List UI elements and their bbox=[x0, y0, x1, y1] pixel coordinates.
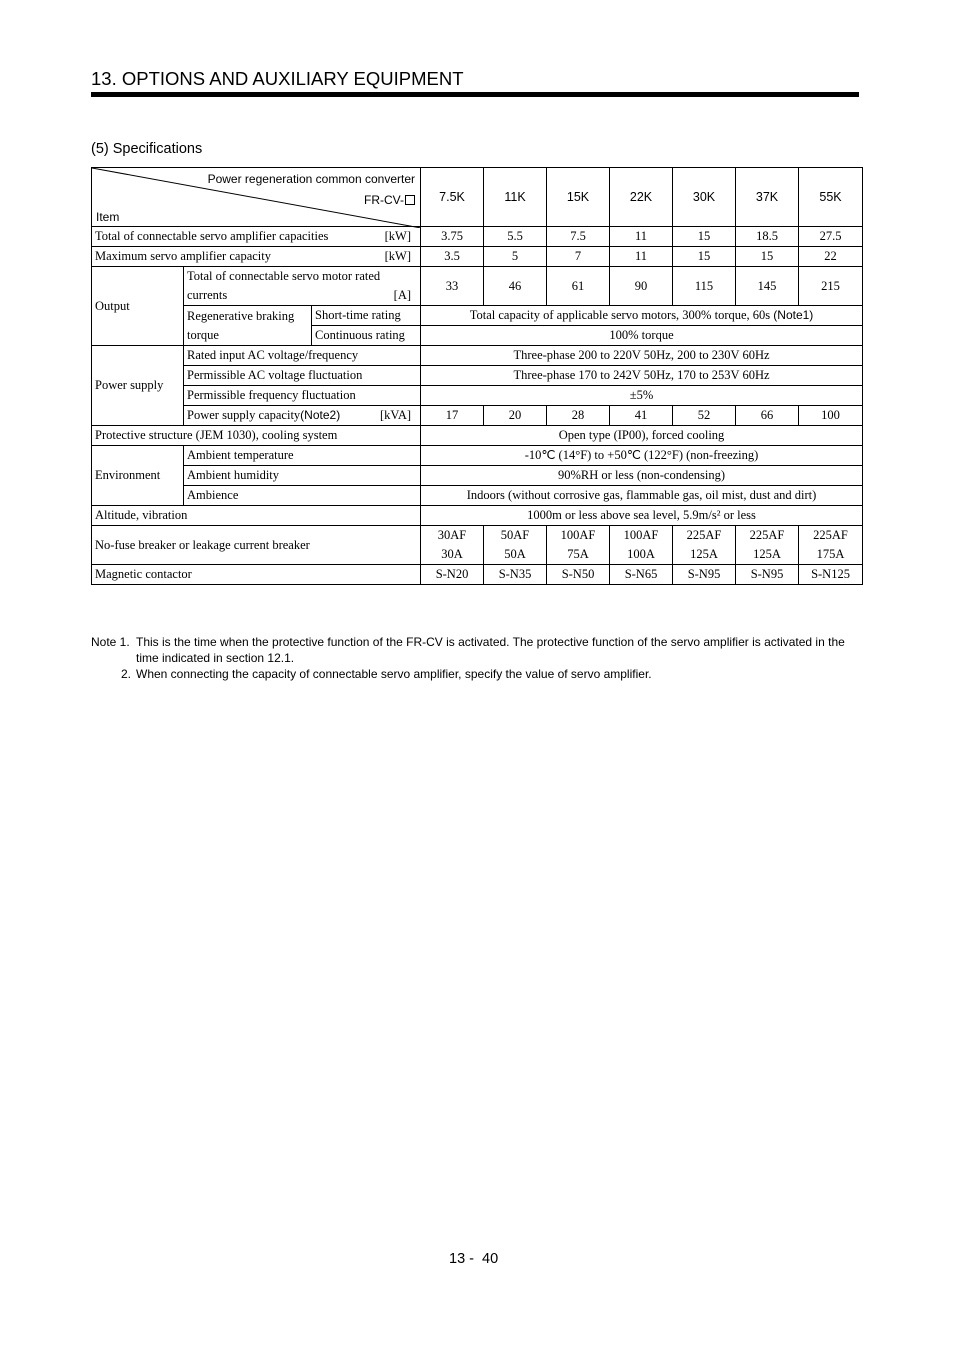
page-header-title: 13. OPTIONS AND AUXILIARY EQUIPMENT bbox=[91, 68, 464, 89]
breaker-frame: 100AF bbox=[560, 528, 596, 542]
breaker-rating: 125A bbox=[690, 547, 718, 561]
group-label-power-supply: Power supply bbox=[92, 346, 184, 426]
table-cell: 3.75 bbox=[421, 227, 484, 247]
table-cell: S-N50 bbox=[547, 565, 610, 585]
short-time-label: Short-time rating bbox=[312, 306, 421, 326]
breaker-rating: 125A bbox=[753, 547, 781, 561]
continuous-value: 100% torque bbox=[421, 326, 863, 346]
table-row bbox=[92, 267, 863, 306]
table-row bbox=[92, 247, 863, 267]
breaker-frame: 100AF bbox=[623, 528, 659, 542]
corner-converter-label: Power regeneration common converter bbox=[207, 172, 416, 186]
row-label: Ambience bbox=[184, 486, 421, 506]
row-label: Ambient humidity bbox=[184, 466, 421, 486]
row-label-text: Total of connectable servo motor rated bbox=[187, 269, 381, 283]
table-row bbox=[92, 346, 863, 366]
table-cell: 115 bbox=[673, 267, 736, 306]
corner-item-label: Item bbox=[96, 210, 120, 224]
table-row bbox=[92, 227, 863, 247]
table-cell: 11 bbox=[610, 227, 673, 247]
table-cell: 17 bbox=[421, 406, 484, 426]
breaker-rating: 100A bbox=[627, 547, 655, 561]
model-header: 15K bbox=[547, 168, 610, 227]
breaker-rating: 175A bbox=[816, 547, 845, 561]
table-cell: 66 bbox=[736, 406, 799, 426]
row-label bbox=[92, 227, 421, 247]
row-label bbox=[92, 247, 421, 267]
table-row bbox=[92, 386, 863, 406]
table-cell: 3.5 bbox=[421, 247, 484, 267]
breaker-frame: 30AF bbox=[437, 528, 467, 542]
model-header: 22K bbox=[610, 168, 673, 227]
model-header: 7.5K bbox=[421, 168, 484, 227]
short-time-text: Total capacity of applicable servo motors, 300% torque, 60s bbox=[469, 308, 771, 322]
table-row bbox=[92, 306, 863, 326]
table-cell: Three-phase 170 to 242V 50Hz, 170 to 253V 60Hz bbox=[421, 366, 863, 386]
table-cell: 20 bbox=[484, 406, 547, 426]
breaker-rating: 30A bbox=[441, 547, 463, 561]
table-cell: 27.5 bbox=[799, 227, 863, 247]
row-label-text: Power supply capacity bbox=[187, 408, 301, 422]
table-row bbox=[92, 446, 863, 466]
row-label: Rated input AC voltage/frequency bbox=[184, 346, 421, 366]
note-1-text: This is the time when the protective function of the FR-CV is activated. The protective function of the servo amplifier is activated in the time indicated in section 12.1. bbox=[136, 635, 845, 665]
table-cell: 28 bbox=[547, 406, 610, 426]
note-2-text: When connecting the capacity of connectable servo amplifier, specify the value of servo amplifier. bbox=[136, 667, 652, 681]
table-cell: 15 bbox=[673, 227, 736, 247]
row-label-text: Maximum servo amplifier capacity bbox=[95, 249, 271, 263]
table-row bbox=[92, 466, 863, 486]
breaker-rating: 50A bbox=[504, 547, 526, 561]
note-ref: (Note1) bbox=[773, 308, 814, 322]
table-cell bbox=[673, 526, 736, 565]
table-cell: 33 bbox=[421, 267, 484, 306]
table-row bbox=[92, 406, 863, 426]
table-cell: 5 bbox=[484, 247, 547, 267]
specifications-table bbox=[91, 167, 863, 585]
row-unit: [kW] bbox=[384, 229, 412, 243]
group-label-output: Output bbox=[92, 267, 184, 346]
table-header-row bbox=[92, 168, 863, 227]
breaker-frame: 225AF bbox=[813, 528, 848, 542]
table-cell: 5.5 bbox=[484, 227, 547, 247]
box-icon bbox=[405, 195, 415, 205]
notes-block bbox=[91, 634, 863, 682]
row-label-text: Total of connectable servo amplifier capacities bbox=[95, 229, 329, 243]
table-cell: S-N95 bbox=[673, 565, 736, 585]
table-row bbox=[92, 506, 863, 526]
table-cell: Three-phase 200 to 220V 50Hz, 200 to 230V 60Hz bbox=[421, 346, 863, 366]
table-row bbox=[92, 565, 863, 585]
table-cell: 145 bbox=[736, 267, 799, 306]
table-row bbox=[92, 426, 863, 446]
model-header: 37K bbox=[736, 168, 799, 227]
table-cell bbox=[736, 526, 799, 565]
row-label: Ambient temperature bbox=[184, 446, 421, 466]
row-label bbox=[184, 406, 421, 426]
table-cell: 90%RH or less (non-condensing) bbox=[421, 466, 863, 486]
row-unit: [kVA] bbox=[379, 408, 412, 422]
corner-model-prefix: FR-CV- bbox=[364, 193, 405, 207]
table-cell bbox=[799, 526, 863, 565]
table-cell: S-N125 bbox=[799, 565, 863, 585]
table-cell: S-N20 bbox=[421, 565, 484, 585]
table-cell: S-N35 bbox=[484, 565, 547, 585]
row-label-text: currents bbox=[187, 288, 228, 302]
table-cell: 1000m or less above sea level, 5.9m/s² or less bbox=[421, 506, 863, 526]
breaker-frame: 50AF bbox=[500, 528, 530, 542]
row-unit: [A] bbox=[393, 288, 412, 302]
table-cell: S-N65 bbox=[610, 565, 673, 585]
breaker-frame: 225AF bbox=[686, 528, 722, 542]
breaker-frame: 225AF bbox=[749, 528, 785, 542]
note-1 bbox=[91, 634, 863, 666]
row-label: No-fuse breaker or leakage current breaker bbox=[92, 526, 421, 565]
group-label-environment: Environment bbox=[92, 446, 184, 506]
row-label bbox=[184, 267, 421, 306]
table-cell: 15 bbox=[736, 247, 799, 267]
table-cell: 41 bbox=[610, 406, 673, 426]
table-cell: 7.5 bbox=[547, 227, 610, 247]
page-number: 13 - 40 bbox=[449, 1251, 499, 1267]
table-cell: 18.5 bbox=[736, 227, 799, 247]
note-2 bbox=[91, 666, 863, 682]
table-cell: S-N95 bbox=[736, 565, 799, 585]
model-header: 30K bbox=[673, 168, 736, 227]
table-cell: 100 bbox=[799, 406, 863, 426]
breaker-rating: 75A bbox=[567, 547, 589, 561]
table-cell bbox=[610, 526, 673, 565]
model-header: 11K bbox=[484, 168, 547, 227]
table-cell: ±5% bbox=[421, 386, 863, 406]
table-cell: 52 bbox=[673, 406, 736, 426]
continuous-label: Continuous rating bbox=[312, 326, 421, 346]
table-cell: 46 bbox=[484, 267, 547, 306]
table-cell: -10℃ (14°F) to +50℃ (122°F) (non-freezing) bbox=[421, 446, 863, 466]
note-1-label: Note 1. bbox=[91, 635, 130, 649]
table-cell: 90 bbox=[610, 267, 673, 306]
table-row bbox=[92, 526, 863, 565]
table-row bbox=[92, 486, 863, 506]
table-corner-cell bbox=[92, 168, 421, 227]
row-label: Permissible frequency fluctuation bbox=[184, 386, 421, 406]
table-cell: 15 bbox=[673, 247, 736, 267]
table-cell: 61 bbox=[547, 267, 610, 306]
row-label: Altitude, vibration bbox=[92, 506, 421, 526]
table-cell bbox=[421, 526, 484, 565]
short-time-value bbox=[421, 306, 863, 326]
table-cell bbox=[547, 526, 610, 565]
table-cell: Indoors (without corrosive gas, flammable gas, oil mist, dust and dirt) bbox=[421, 486, 863, 506]
table-cell: 7 bbox=[547, 247, 610, 267]
table-cell bbox=[484, 526, 547, 565]
row-label: Permissible AC voltage fluctuation bbox=[184, 366, 421, 386]
table-cell: 11 bbox=[610, 247, 673, 267]
table-cell: Open type (IP00), forced cooling bbox=[421, 426, 863, 446]
braking-torque-label: Regenerative braking torque bbox=[184, 306, 312, 346]
table-cell: 215 bbox=[799, 267, 863, 306]
table-cell: 22 bbox=[799, 247, 863, 267]
model-header: 55K bbox=[799, 168, 863, 227]
note-ref: (Note2) bbox=[300, 408, 341, 422]
header-rule bbox=[91, 92, 859, 97]
row-unit: [kW] bbox=[384, 249, 412, 263]
table-row bbox=[92, 366, 863, 386]
corner-model-label bbox=[364, 193, 415, 207]
section-title: (5) Specifications bbox=[91, 141, 203, 157]
row-label: Protective structure (JEM 1030), cooling system bbox=[92, 426, 421, 446]
note-2-label: 2. bbox=[121, 667, 132, 681]
row-label: Magnetic contactor bbox=[92, 565, 421, 585]
